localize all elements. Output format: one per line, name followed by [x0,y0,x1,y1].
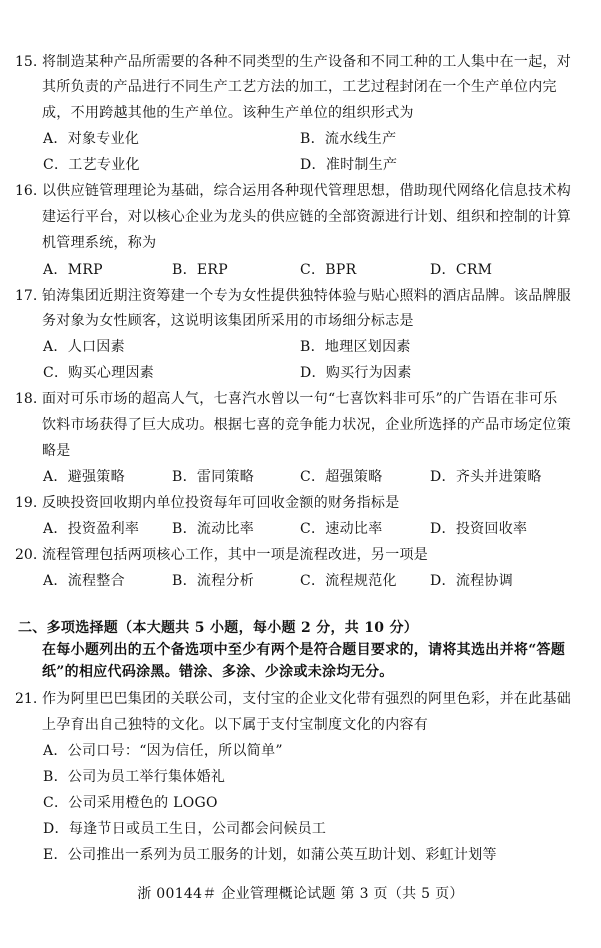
option-b: B．流动比率 [172,521,255,537]
question-number: 19. [15,495,38,511]
question-number: 15. [15,54,38,70]
option-d: D．流程协调 [430,573,514,589]
question-stem-line: 建运行平台，对以核心企业为龙头的供应链的全部资源进行计划、组织和控制的计算 [42,209,572,225]
option-c: C．工艺专业化 [43,157,140,173]
question-number: 17. [15,288,38,304]
question-stem-line: 铂涛集团近期注资筹建一个专为女性提供独特体验与贴心照料的酒店品牌。该品牌服 [42,288,572,304]
question-stem-line: 其所负责的产品进行不同生产工艺方法的加工，工艺过程封闭在一个生产单位内完 [42,79,557,95]
question-stem-line: 将制造某种产品所需要的各种不同类型的生产设备和不同工种的工人集中在一起，对 [42,54,572,70]
option-a: A．投资盈利率 [43,521,140,537]
option-b: B．地理区划因素 [300,339,411,355]
question-number: 16. [15,183,38,199]
question-stem-line: 作为阿里巴巴集团的关联公司，支付宝的企业文化带有强烈的阿里色彩，并在此基础 [42,691,572,707]
question-stem-line: 流程管理包括两项核心工作，其中一项是流程改进，另一项是 [42,547,429,563]
question-stem-line: 务对象为女性顾客，这说明该集团所采用的市场细分标志是 [42,313,414,329]
section-title: 二、多项选择题（本大题共 5 小题，每小题 2 分，共 10 分） [18,620,419,636]
option-a: A．流程整合 [43,573,125,589]
section-instructions-line: 在每小题列出的五个备选项中至少有两个是符合题目要求的，请将其选出并将“答题 [42,642,566,658]
question-number: 20. [15,547,38,563]
option-a: A．对象专业化 [43,131,140,147]
option-d: D．CRM [430,262,493,278]
option-c: C．购买心理因素 [43,365,155,381]
option-b: B．ERP [172,262,228,278]
option-c: C．BPR [300,262,357,278]
option-b: B．雷同策略 [172,469,255,485]
question-stem-line: 面对可乐市场的超高人气，七喜汽水曾以一句“七喜饮料非可乐”的广告语在非可乐 [42,391,558,407]
question-number: 18. [15,391,38,407]
option-b: B．公司为员工举行集体婚礼 [43,769,226,785]
question-stem-line: 上孕育出自己独特的文化。以下属于支付宝制度文化的内容有 [42,717,429,733]
section-instructions-line: 纸”的相应代码涂黑。错涂、多涂、少涂或未涂均无分。 [42,664,394,680]
page-footer: 浙 00144＃ 企业管理概论试题 第 3 页（共 5 页） [137,886,464,902]
option-d: D．齐头并进策略 [430,469,542,485]
question-stem-line: 反映投资回收期内单位投资每年可回收金额的财务指标是 [42,495,400,511]
option-a: A．人口因素 [43,339,125,355]
option-d: D．准时制生产 [300,157,398,173]
question-number: 21. [15,691,38,707]
option-d: D．投资回收率 [430,521,528,537]
question-stem-line: 饮料市场获得了巨大成功。根据七喜的竞争能力状况，企业所选择的产品市场定位策 [42,417,572,433]
option-d: D．每逢节日或员工生日，公司都会问候员工 [43,821,327,837]
option-c: C．公司采用橙色的 LOGO [43,795,218,811]
option-b: B．流程分析 [172,573,255,589]
option-c: C．超强策略 [300,469,383,485]
option-d: D．购买行为因素 [300,365,412,381]
option-a: A．避强策略 [43,469,125,485]
option-c: C．速动比率 [300,521,383,537]
option-e: E．公司推出一系列为员工服务的计划，如蒲公英互助计划、彩虹计划等 [43,847,497,863]
question-stem-line: 成，不用跨越其他的生产单位。该种生产单位的组织形式为 [42,105,414,121]
question-stem-line: 以供应链管理理论为基础，综合运用各种现代管理思想，借助现代网络化信息技术构 [42,183,572,199]
option-b: B．流水线生产 [300,131,397,147]
option-a: A．MRP [43,262,103,278]
question-stem-line: 机管理系统，称为 [42,235,157,251]
option-a: A．公司口号：“因为信任，所以简单” [43,743,283,759]
option-c: C．流程规范化 [300,573,397,589]
question-stem-line: 略是 [42,443,71,459]
